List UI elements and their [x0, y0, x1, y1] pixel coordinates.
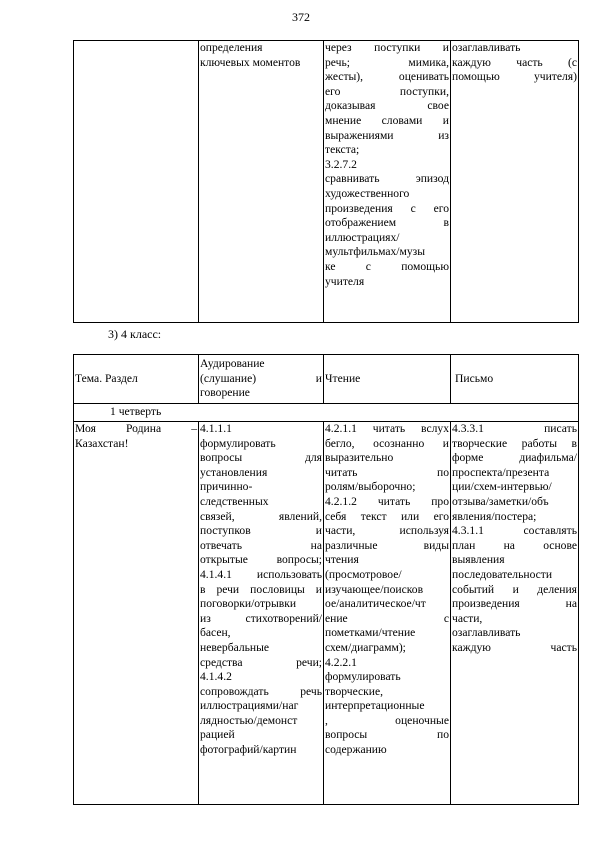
text-line: ение с	[325, 611, 449, 625]
topic-cell	[74, 422, 199, 805]
text-line: отображением в	[325, 216, 449, 230]
quarter-cell: 1 четверть	[74, 404, 579, 422]
text-line: озаглавливать	[452, 626, 521, 640]
topic-cell	[74, 41, 199, 323]
grade-section-label: 3) 4 класс:	[108, 327, 162, 341]
text-line: в речи пословицы и	[200, 582, 322, 596]
text-line: сравнивать эпизод	[325, 172, 449, 186]
text-line: сопровождать речь	[200, 684, 322, 698]
text-line: басен,	[200, 626, 231, 640]
text-line: вопросы по	[325, 728, 449, 742]
text-line: вопросы для	[200, 451, 322, 465]
continuation-table	[73, 40, 579, 323]
text-line: фотографий/картин	[200, 743, 297, 757]
text-line: творческие работы в	[452, 436, 577, 450]
text-line: части,	[452, 611, 483, 625]
text-line: жесты), оценивать	[325, 70, 449, 84]
header-listening	[199, 355, 324, 404]
header-reading: Чтение	[324, 355, 451, 404]
text-line: проспекта/презента	[452, 465, 550, 479]
text-line: средства речи;	[200, 655, 322, 669]
table-header-row	[74, 355, 579, 404]
text-line: явления/постера;	[452, 509, 537, 523]
text-line: 4.2.1.1 читать вслух	[325, 422, 449, 435]
text-line: лядностью/демонст	[200, 713, 298, 727]
text-line: речь; мимика,	[325, 55, 449, 69]
text-line: установления	[200, 465, 268, 479]
reading-cell	[324, 41, 451, 323]
text-line: выразительно	[325, 451, 394, 465]
text-line: 4.3.3.1 писать	[452, 422, 577, 435]
text-line: определения	[200, 41, 263, 54]
text-line: ключевых моментов	[200, 55, 301, 69]
text-line: связей, явлений,	[200, 509, 322, 523]
text-line: иллюстрациях/	[325, 230, 400, 244]
text-line: невербальные	[200, 640, 270, 654]
text-line: каждую часть (с	[452, 55, 577, 69]
text-line: произведения на	[452, 597, 577, 611]
text-line: изучающее/поисков	[325, 582, 424, 596]
text-line: через поступки и	[325, 41, 449, 54]
text-line: чтения	[325, 553, 359, 567]
text-line: следственных	[200, 494, 269, 508]
text-line: себя текст или его	[325, 509, 449, 523]
page-number: 372	[292, 10, 310, 24]
text-line: его поступки,	[325, 84, 449, 98]
text-line: (слушание) и	[200, 371, 322, 385]
text-line: Моя Родина –	[75, 422, 197, 435]
text-line: текста;	[325, 143, 360, 157]
text-line: план на основе	[452, 538, 577, 552]
text-line: ке с помощью	[325, 259, 449, 273]
text-line: 4.1.4.1 использовать	[200, 567, 322, 581]
text-line: озаглавливать	[452, 41, 521, 54]
text-line: 4.2.1.2 читать про	[325, 494, 449, 508]
text-line: отзыва/заметки/объ	[452, 494, 549, 508]
text-line: Аудирование	[200, 357, 265, 371]
text-line: мнение словами и	[325, 113, 449, 127]
text-line: художественного	[325, 186, 410, 200]
text-line: 4.1.1.1	[200, 422, 232, 435]
writing-cell	[451, 422, 579, 805]
text-line: Казахстан!	[75, 436, 129, 450]
text-line: части, используя	[325, 524, 449, 538]
text-line: бегло, осознанно и	[325, 436, 449, 450]
grade4-table	[73, 354, 579, 805]
text-line: 4.3.1.1 составлять	[452, 524, 577, 538]
text-line: , оценочные	[325, 713, 449, 727]
text-line: формулировать	[200, 436, 276, 450]
text-line: причинно-	[200, 480, 253, 494]
text-line: выражениями из	[325, 128, 449, 142]
text-line: рацией	[200, 728, 235, 742]
reading-cell	[324, 422, 451, 805]
text-line: событий и деления	[452, 582, 577, 596]
text-line: поговорки/отрывки	[200, 597, 297, 611]
listening-cell	[199, 41, 324, 323]
text-line: произведения с его	[325, 201, 449, 215]
text-line: различные виды	[325, 538, 449, 552]
text-line: доказывая свое	[325, 99, 449, 113]
text-line: (просмотровое/	[325, 567, 402, 581]
text-line: учителя	[325, 274, 365, 288]
text-line: иллюстрациями/наг	[200, 699, 299, 713]
text-line: схем/диаграмм);	[325, 640, 406, 654]
text-line: 4.1.4.2	[200, 670, 232, 684]
text-line: 4.2.2.1	[325, 655, 357, 669]
quarter-row	[74, 404, 579, 422]
text-line: формулировать	[325, 670, 401, 684]
text-line: мультфильмах/музы	[325, 245, 426, 259]
text-line: читать по	[325, 465, 449, 479]
header-topic: Тема. Раздел	[74, 355, 199, 404]
text-line: открытые вопросы;	[200, 553, 322, 567]
writing-cell	[451, 41, 579, 323]
text-line: творческие,	[325, 684, 384, 698]
text-line: ции/схем-интервью/	[452, 480, 552, 494]
text-line: из стихотворений/	[200, 611, 322, 625]
text-line: ое/аналитическое/чт	[325, 597, 426, 611]
text-line: интерпретационные	[325, 699, 425, 713]
text-line: помощью учителя)	[452, 70, 577, 84]
header-writing: Письмо	[451, 355, 579, 404]
table-row	[74, 422, 579, 805]
text-line: отвечать на	[200, 538, 322, 552]
text-line: каждую часть	[452, 640, 577, 654]
text-line: пометками/чтение	[325, 626, 416, 640]
text-line: поступков и	[200, 524, 322, 538]
text-line: 3.2.7.2	[325, 157, 357, 171]
listening-cell	[199, 422, 324, 805]
text-line: ролям/выборочно;	[325, 480, 416, 494]
text-line: содержанию	[325, 743, 387, 757]
table-row	[74, 41, 579, 323]
text-line: форме диафильма/	[452, 451, 577, 465]
text-line: последовательности	[452, 567, 553, 581]
text-line: выявления	[452, 553, 505, 567]
text-line: говорение	[200, 386, 250, 400]
